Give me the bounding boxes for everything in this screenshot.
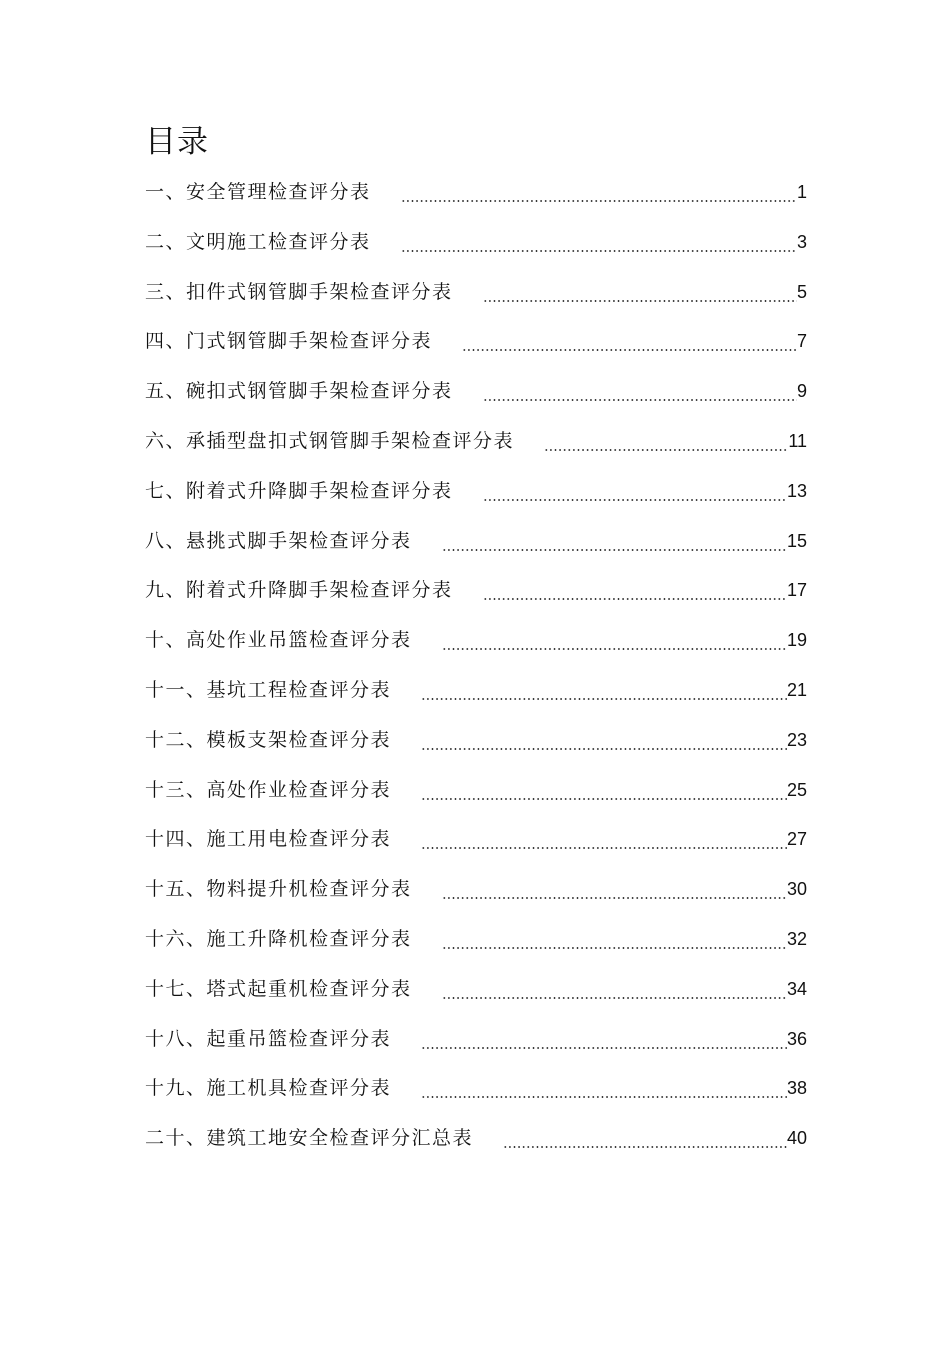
toc-entry-text: 五、碗扣式钢管脚手架检查评分表 (145, 380, 453, 403)
toc-dot-leader (421, 721, 787, 759)
toc-entry (145, 671, 807, 721)
toc-dot-leader (483, 571, 787, 609)
toc-dot-leader (503, 1119, 787, 1157)
toc-dot-leader (442, 870, 787, 908)
toc-dot-leader (421, 771, 787, 809)
toc-dot-leader (421, 1020, 787, 1058)
toc-page-number: 21 (786, 679, 807, 700)
toc-dot-leader (421, 820, 787, 858)
toc-dot-leader (483, 273, 797, 311)
toc-entry (145, 273, 807, 323)
toc-dot-leader (442, 920, 787, 958)
toc-dot-leader (442, 522, 787, 560)
toc-title: 目录 (145, 124, 209, 160)
toc-entry (145, 920, 807, 970)
toc-entry-text: 二、文明施工检查评分表 (145, 230, 371, 253)
toc-entry (145, 1119, 807, 1169)
toc-entry (145, 621, 807, 671)
toc-page-number: 34 (786, 978, 807, 999)
toc-page-number: 19 (786, 630, 807, 651)
toc-entry (145, 522, 807, 572)
toc-page-number: 27 (786, 829, 807, 850)
toc-page-number: 32 (786, 928, 807, 949)
toc-entry-text: 十三、高处作业检查评分表 (145, 778, 392, 801)
toc-entry (145, 820, 807, 870)
toc-entry-text: 十五、物料提升机检查评分表 (145, 878, 412, 901)
toc-page-number: 15 (786, 530, 807, 551)
toc-dot-leader (401, 173, 797, 211)
toc-entry (145, 1069, 807, 1119)
toc-entry (145, 422, 807, 472)
toc-page-number: 3 (796, 231, 807, 252)
toc-dot-leader (544, 422, 788, 460)
toc-page-number: 5 (796, 281, 807, 302)
toc-entry (145, 472, 807, 522)
toc-entry-text: 三、扣件式钢管脚手架检查评分表 (145, 280, 453, 303)
toc-entry-text: 十八、起重吊篮检查评分表 (145, 1027, 392, 1050)
toc-entry-text: 二十、建筑工地安全检查评分汇总表 (145, 1127, 474, 1150)
toc-entry-text: 八、悬挑式脚手架检查评分表 (145, 529, 412, 552)
toc-entry (145, 771, 807, 821)
toc-entry-text: 十六、施工升降机检查评分表 (145, 927, 412, 950)
toc-entry (145, 870, 807, 920)
toc-page-number: 40 (786, 1128, 807, 1149)
toc-entry (145, 571, 807, 621)
toc-entry-text: 十七、塔式起重机检查评分表 (145, 977, 412, 1000)
toc-entry (145, 223, 807, 273)
toc-dot-leader (483, 472, 787, 510)
toc-entry (145, 970, 807, 1020)
toc-page-number: 30 (786, 879, 807, 900)
toc-page-number: 9 (796, 381, 807, 402)
toc-dot-leader (462, 322, 797, 360)
toc-entry (145, 173, 807, 223)
toc-entry-text: 六、承插型盘扣式钢管脚手架检查评分表 (145, 429, 515, 452)
toc-page-number: 11 (788, 430, 807, 451)
toc-entry-text: 十、高处作业吊篮检查评分表 (145, 629, 412, 652)
toc-dot-leader (401, 223, 797, 261)
toc-entry-text: 一、安全管理检查评分表 (145, 181, 371, 203)
toc-entry (145, 1020, 807, 1070)
toc-entry-text: 十四、施工用电检查评分表 (145, 828, 392, 851)
toc-entry (145, 372, 807, 422)
toc-dot-leader (421, 671, 787, 709)
toc-dot-leader (421, 1069, 787, 1107)
toc-page-number: 36 (786, 1028, 807, 1049)
toc-list (145, 173, 807, 1169)
toc-entry-text: 十一、基坑工程检查评分表 (145, 678, 392, 701)
toc-entry (145, 721, 807, 771)
toc-page-number: 25 (786, 779, 807, 800)
toc-entry-text: 十九、施工机具检查评分表 (145, 1077, 392, 1100)
toc-page-number: 17 (786, 580, 807, 601)
toc-page-number: 13 (786, 480, 807, 501)
toc-entry-text: 七、附着式升降脚手架检查评分表 (145, 479, 453, 502)
toc-page-number: 1 (796, 182, 807, 202)
toc-page-number: 38 (786, 1078, 807, 1099)
toc-page-number: 7 (796, 331, 807, 352)
toc-dot-leader (442, 970, 787, 1008)
toc-entry-text: 十二、模板支架检查评分表 (145, 728, 392, 751)
toc-entry-text: 九、附着式升降脚手架检查评分表 (145, 579, 453, 602)
toc-page-number: 23 (786, 729, 807, 750)
toc-entry (145, 322, 807, 372)
toc-dot-leader (483, 372, 797, 410)
toc-dot-leader (442, 621, 787, 659)
toc-entry-text: 四、门式钢管脚手架检查评分表 (145, 330, 433, 353)
